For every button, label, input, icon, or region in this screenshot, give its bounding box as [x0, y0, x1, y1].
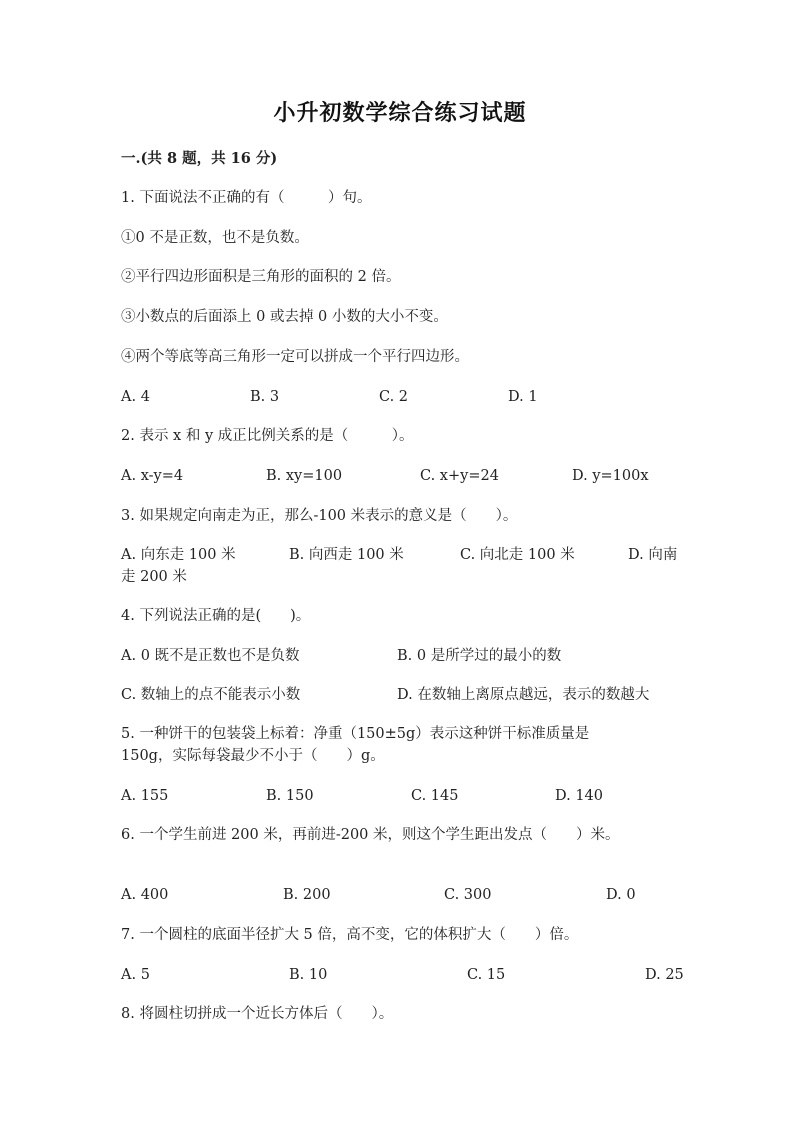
question-5-option-a: A. 155	[121, 788, 169, 804]
question-6-option-b: B. 200	[283, 887, 331, 903]
question-3-option-c: C. 向北走 100 米	[460, 547, 575, 563]
question-2-option-a: A. x-y=4	[121, 468, 184, 484]
question-6-stem: 6. 一个学生前进 200 米，再前进-200 米，则这个学生距出发点（ ）米。	[121, 827, 620, 843]
question-4-option-c: C. 数轴上的点不能表示小数	[121, 687, 301, 703]
question-7-option-d: D. 25	[645, 967, 684, 983]
page-title: 小升初数学综合练习试题	[273, 100, 527, 126]
question-3-option-a: A. 向东走 100 米	[121, 547, 236, 563]
question-3-option-d-continuation: 走 200 米	[121, 569, 187, 585]
question-2-option-b: B. xy=100	[266, 468, 343, 484]
question-1-statement-4: ④两个等底等高三角形一定可以拼成一个平行四边形。	[121, 349, 469, 365]
question-7-option-a: A. 5	[121, 967, 150, 983]
question-5-option-c: C. 145	[411, 788, 459, 804]
question-7-option-c: C. 15	[467, 967, 506, 983]
section-heading: 一.(共 8 题，共 16 分)	[121, 150, 278, 167]
question-5-stem: 5. 一种饼干的包装袋上标着：净重（150±5g）表示这种饼干标准质量是	[121, 726, 590, 742]
question-5-option-b: B. 150	[266, 788, 314, 804]
question-5-stem-line-2: 150g，实际每袋最少不小于（ ）g。	[121, 748, 385, 764]
question-1-stem: 1. 下面说法不正确的有（ ）句。	[121, 190, 372, 206]
question-2-option-d: D. y=100x	[572, 468, 649, 484]
question-7-option-b: B. 10	[289, 967, 328, 983]
question-2-option-c: C. x+y=24	[420, 468, 499, 484]
question-4-option-a: A. 0 既不是正数也不是负数	[121, 648, 300, 664]
question-7-stem: 7. 一个圆柱的底面半径扩大 5 倍，高不变，它的体积扩大（ ）倍。	[121, 927, 579, 943]
question-1-option-a: A. 4	[121, 389, 150, 405]
question-1-option-c: C. 2	[379, 389, 409, 405]
question-2-stem: 2. 表示 x 和 y 成正比例关系的是（ ）。	[121, 428, 414, 444]
question-6-option-c: C. 300	[444, 887, 492, 903]
question-4-option-b: B. 0 是所学过的最小的数	[397, 648, 562, 664]
question-8-stem: 8. 将圆柱切拼成一个近长方体后（ ）。	[121, 1006, 394, 1022]
question-1-statement-1: ①0 不是正数，也不是负数。	[121, 230, 309, 246]
question-1-option-b: B. 3	[250, 389, 280, 405]
question-6-option-a: A. 400	[121, 887, 169, 903]
question-4-option-d: D. 在数轴上离原点越远，表示的数越大	[397, 687, 650, 703]
question-6-option-d: D. 0	[606, 887, 636, 903]
question-5-option-d: D. 140	[555, 788, 604, 804]
question-1-option-d: D. 1	[508, 389, 538, 405]
question-4-stem: 4. 下列说法正确的是( )。	[121, 608, 311, 624]
question-1-statement-2: ②平行四边形面积是三角形的面积的 2 倍。	[121, 269, 401, 285]
question-3-option-d: D. 向南	[628, 547, 678, 563]
question-1-statement-3: ③小数点的后面添上 0 或去掉 0 小数的大小不变。	[121, 309, 448, 325]
question-3-option-b: B. 向西走 100 米	[289, 547, 404, 563]
question-3-stem: 3. 如果规定向南走为正，那么-100 米表示的意义是（ ）。	[121, 508, 518, 524]
